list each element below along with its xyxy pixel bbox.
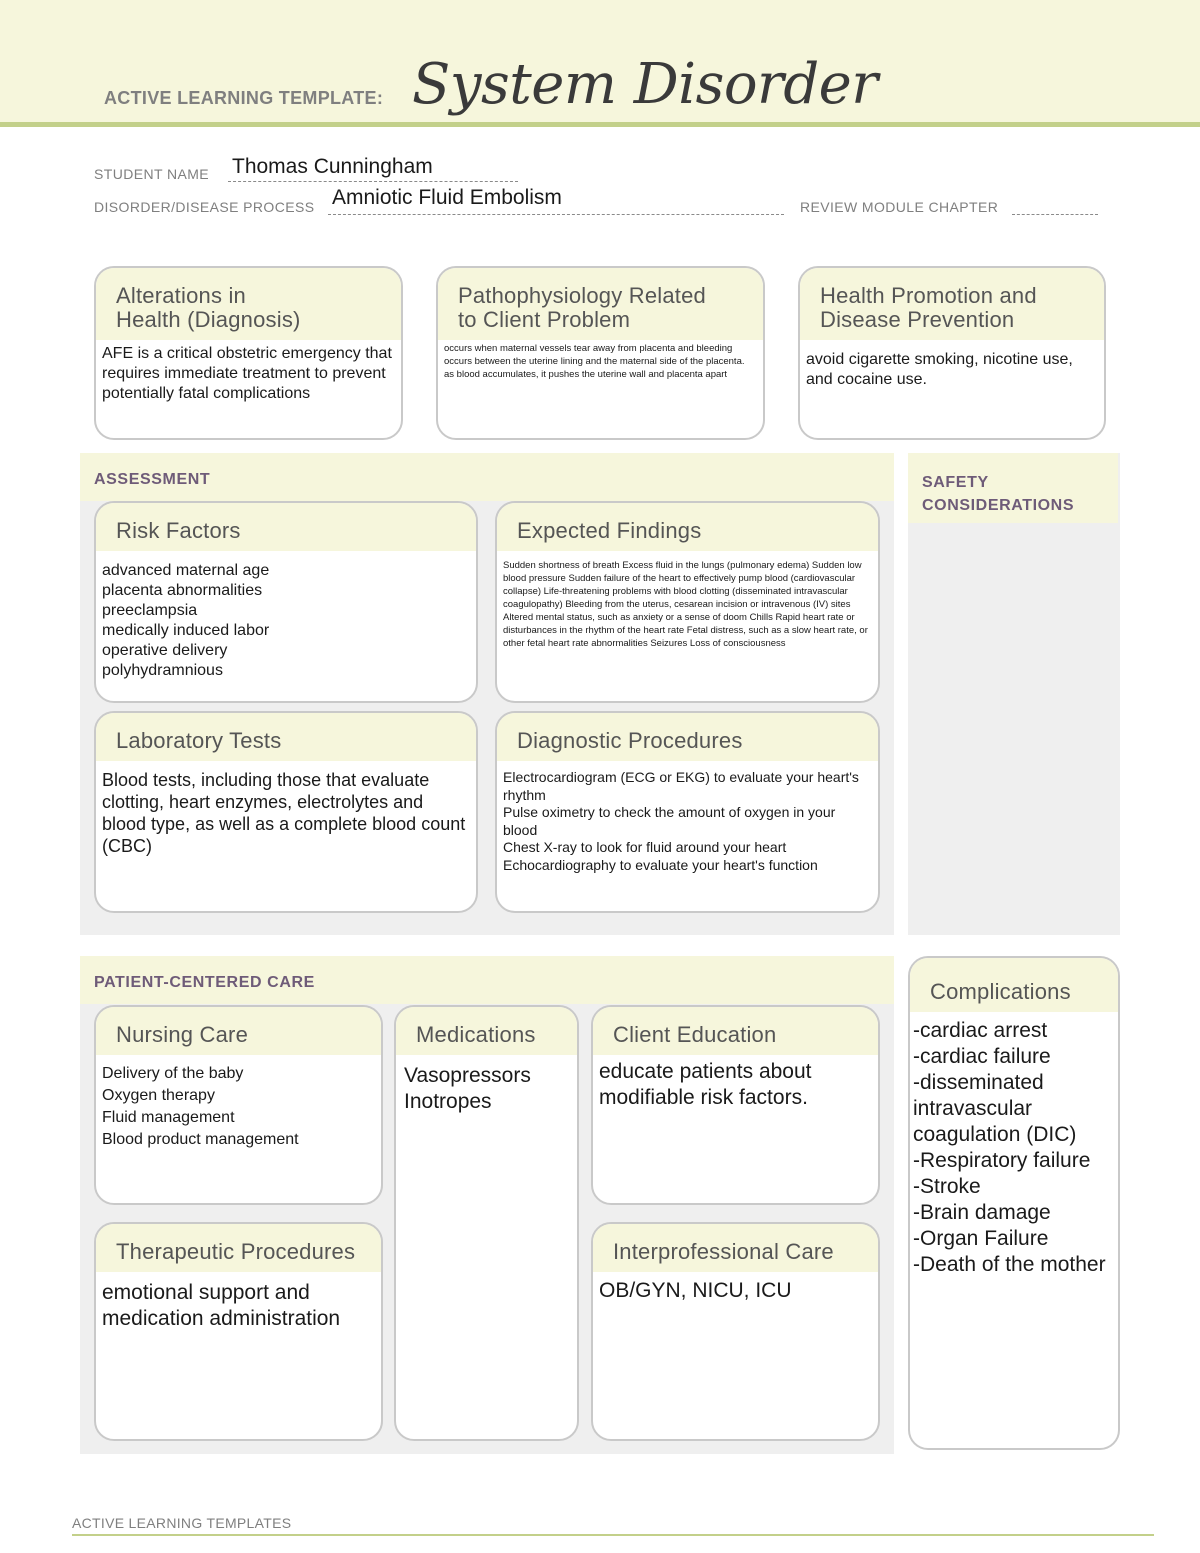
footer-divider — [72, 1534, 1154, 1536]
alterations-title: Alterations in Health (Diagnosis) — [116, 283, 301, 332]
disorder-value[interactable]: Amniotic Fluid Embolism — [332, 186, 562, 209]
alterations-header — [96, 268, 401, 340]
review-module-label: REVIEW MODULE CHAPTER — [800, 199, 999, 215]
safety-panel — [908, 453, 1120, 935]
client-education-text[interactable]: educate patients about modifiable risk factors. — [599, 1060, 812, 1109]
client-education-header — [593, 1007, 878, 1055]
template-title: System Disorder — [412, 52, 878, 117]
risk-factors-box — [94, 501, 478, 703]
interprofessional-care-title: Interprofessional Care — [613, 1239, 834, 1264]
diagnostic-procedures-title: Diagnostic Procedures — [517, 728, 743, 753]
nursing-care-header — [96, 1007, 381, 1055]
patient-care-header — [80, 956, 894, 1004]
laboratory-tests-box — [94, 711, 478, 913]
student-name-label: STUDENT NAME — [94, 166, 209, 182]
diagnostic-procedures-box — [495, 711, 880, 913]
therapeutic-procedures-box — [94, 1222, 383, 1441]
safety-title: SAFETY CONSIDERATIONS — [922, 474, 1075, 514]
diagnostic-procedures-header — [497, 713, 878, 761]
header-divider — [0, 122, 1200, 127]
complications-box — [908, 956, 1120, 1450]
expected-findings-box — [495, 501, 880, 703]
medications-box — [394, 1005, 579, 1441]
health-promotion-header — [800, 268, 1104, 340]
complications-text[interactable]: -cardiac arrest -cardiac failure -disseminated intravascular coagulation (DIC) -Respiratory failure -Stroke -Brain damage -Organ Failure -Death of the mother — [913, 1019, 1106, 1276]
therapeutic-procedures-title: Therapeutic Procedures — [116, 1239, 356, 1264]
assessment-title: ASSESSMENT — [94, 471, 211, 488]
laboratory-tests-text[interactable]: Blood tests, including those that evaluate clotting, heart enzymes, electrolytes and blood type, as well as a complete blood count (CBC) — [102, 770, 466, 856]
risk-factors-header — [96, 503, 476, 551]
disorder-label: DISORDER/DISEASE PROCESS — [94, 199, 315, 215]
alterations-box — [94, 266, 403, 440]
expected-findings-text[interactable]: Sudden shortness of breath Excess fluid in the lungs (pulmonary edema) Sudden low blood pressure Sudden failure of the heart to effectively pump blood (cardiovascular collapse) Life-threatening problems with blood clotting (disseminated intravascular coagulopathy) Bleeding from the uterus, cesarean incision or intravenous (IV) sites Altered mental status, such as anxiety or a sense of doom Chills Rapid heart rate or disturbances in the rhythm of the heart rate Fetal distress, such as a slow heart rate, or other fetal heart rate abnormalities Seizures Loss of consciousness — [503, 560, 868, 649]
safety-header — [908, 453, 1118, 523]
medications-text[interactable]: Vasopressors Inotropes — [404, 1064, 531, 1113]
client-education-box — [591, 1005, 880, 1205]
therapeutic-procedures-text[interactable]: emotional support and medication administration — [102, 1281, 341, 1330]
complications-title: Complications — [930, 979, 1071, 1004]
review-module-line[interactable] — [1012, 195, 1098, 215]
assessment-header — [80, 453, 894, 501]
laboratory-tests-title: Laboratory Tests — [116, 728, 282, 753]
pathophysiology-box — [436, 266, 765, 440]
student-name-value[interactable]: Thomas Cunningham — [232, 155, 433, 178]
expected-findings-header — [497, 503, 878, 551]
interprofessional-care-header — [593, 1224, 878, 1272]
alterations-text[interactable]: AFE is a critical obstetric emergency that requires immediate treatment to prevent potentially fatal complications — [102, 345, 392, 402]
diagnostic-procedures-text[interactable]: Electrocardiogram (ECG or EKG) to evaluate your heart's rhythm Pulse oximetry to check the amount of oxygen in your blood Chest X-ray to look for fluid around your heart Echocardiography to evaluate your heart's function — [503, 769, 859, 873]
pathophysiology-header — [438, 268, 763, 340]
footer-text: ACTIVE LEARNING TEMPLATES — [72, 1515, 292, 1531]
template-label: ACTIVE LEARNING TEMPLATE: — [104, 88, 384, 108]
nursing-care-text[interactable]: Delivery of the baby Oxygen therapy Fluid management Blood product management — [102, 1065, 299, 1148]
client-education-title: Client Education — [613, 1022, 777, 1047]
expected-findings-title: Expected Findings — [517, 518, 702, 543]
interprofessional-care-text[interactable]: OB/GYN, NICU, ICU — [599, 1279, 792, 1302]
nursing-care-box — [94, 1005, 383, 1205]
pathophysiology-title: Pathophysiology Related to Client Problem — [458, 283, 706, 332]
interprofessional-care-box — [591, 1222, 880, 1441]
health-promotion-box — [798, 266, 1106, 440]
template-header — [0, 0, 1200, 122]
risk-factors-title: Risk Factors — [116, 518, 241, 543]
pathophysiology-text[interactable]: occurs when maternal vessels tear away from placenta and bleeding occurs between the uterine lining and the maternal side of the placenta. as blood accumulates, it pushes the uterine wall and placenta apart — [444, 343, 745, 380]
medications-title: Medications — [416, 1022, 536, 1047]
complications-header — [910, 958, 1118, 1012]
nursing-care-title: Nursing Care — [116, 1022, 249, 1047]
health-promotion-text[interactable]: avoid cigarette smoking, nicotine use, and cocaine use. — [806, 351, 1073, 388]
laboratory-tests-header — [96, 713, 476, 761]
therapeutic-procedures-header — [96, 1224, 381, 1272]
patient-care-title: PATIENT-CENTERED CARE — [94, 974, 315, 991]
health-promotion-title: Health Promotion and Disease Prevention — [820, 283, 1037, 332]
risk-factors-text[interactable]: advanced maternal age placenta abnormalities preeclampsia medically induced labor operative delivery polyhydramnious — [102, 562, 270, 679]
medications-header — [396, 1007, 577, 1055]
